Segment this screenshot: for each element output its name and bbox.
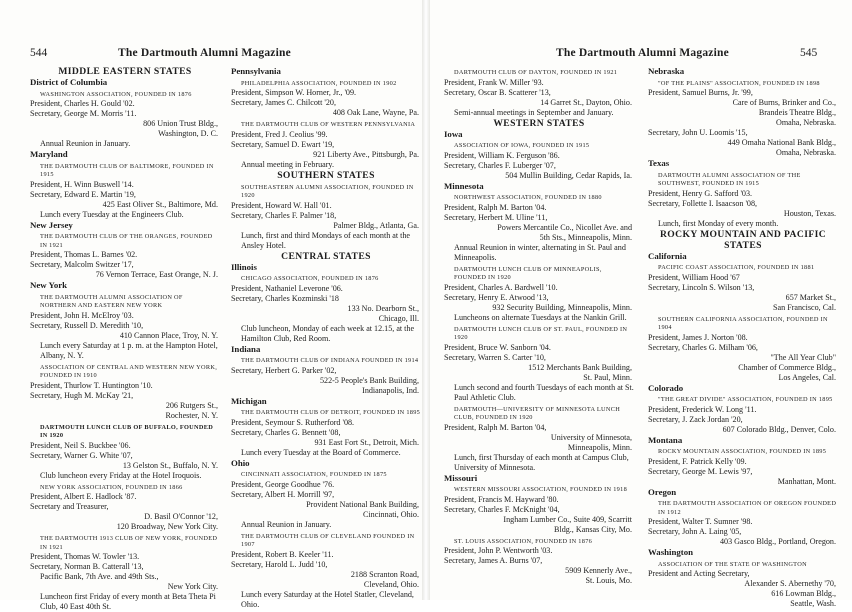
page-number: 544 [30,47,48,59]
address-line: Powers Mercantile Co., Nicollet Ave. and [497,222,632,232]
association-heading: DARTMOUTH LUNCH CLUB OF ST. PAUL, FOUNDED IN 1920 [454,325,628,341]
officer-line: Secretary, George M. Morris '11. [30,109,137,118]
officer-line: President, Thurlow T. Huntington '10. [30,380,153,390]
officer-line: Secretary, Lincoln S. Wilson '13, [648,282,755,292]
meeting-note: Annual Reunion in January. [241,519,332,529]
officer-line: President, James J. Norton '08. [648,332,748,342]
address-line: Brandeis Theatre Bldg., [758,108,836,117]
association-heading: THE DARTMOUTH CLUB OF CLEVELAND FOUNDED IN 1907 [241,532,415,548]
officer-line: President, Frederick W. Long '11. [648,404,757,414]
right-column-1 [444,66,634,586]
officer-line: Secretary and Treasurer, [30,502,109,511]
officer-line: President, Howard W. Hall '01. [231,200,332,210]
meeting-note: Lunch, first Monday of every month. [658,218,779,228]
officer-line: President, Thomas W. Towler '13. [30,552,140,561]
association-heading: "OF THE PLAINS" ASSOCIATION, FOUNDED IN 1898 [658,79,820,87]
association-heading: DARTMOUTH—UNIVERSITY OF MINNESOTA LUNCH CLUB, FOUNDED IN 1920 [454,405,621,421]
address-line: New York City. [167,582,218,591]
running-head: The Dartmouth Alumni Magazine [556,47,729,59]
address-line: Omaha, Nebraska. [775,148,836,157]
address-line: Cincinnati, Ohio. [363,509,419,519]
address-line: 932 Security Building, Minneapolis, Minn. [492,302,632,312]
officer-line: President, Robert B. Keeler '11. [231,549,334,559]
meeting-note: Annual Reunion in January. [40,139,131,148]
officer-line: President, Fred J. Ceolius '99. [231,129,328,139]
address-line: St. Paul, Minn. [583,372,632,382]
officer-line: Secretary, Warner G. White '07, [30,450,133,460]
address-line: Chamber of Commerce Bldg., [738,362,836,372]
address-line: 616 Lowman Bldg., [771,589,836,598]
section-heading: SOUTHERN STATES [277,169,375,181]
association-heading: DARTMOUTH LUNCH CLUB OF MINNEAPOLIS, FOUNDED IN 1920 [454,265,602,281]
address-line: Omaha, Nebraska. [775,118,836,127]
running-head: The Dartmouth Alumni Magazine [118,47,291,59]
officer-line: President, Albert E. Hadlock '87. [30,492,137,501]
association-heading: THE DARTMOUTH CLUB OF BALTIMORE, FOUNDED IN 1915 [40,162,214,178]
state-heading: Colorado [648,382,684,393]
officer-line: President, H. Winn Buswell '14. [30,179,134,189]
officer-line: President, William K. Ferguson '86. [444,150,560,160]
address-line: University of Minnesota, [550,432,632,442]
address-line: Ingham Lumber Co., Suite 409, Scarritt [503,514,632,524]
address-line: 1512 Merchants Bank Building, [528,362,632,372]
address-line: Houston, Texas. [783,208,836,218]
state-heading: Texas [648,158,670,168]
address-line: Indianapolis, Ind. [362,385,419,395]
address-line: Care of Burns, Brinker and Co., [732,98,836,107]
address-line: "The All Year Club" [770,352,836,362]
officer-line: President, Seymour S. Rutherford '08. [231,417,355,427]
association-heading: ASSOCIATION OF IOWA, FOUNDED IN 1915 [454,142,590,149]
right-column-2 [648,66,838,609]
address-line: 921 Liberty Ave., Pittsburgh, Pa. [313,149,419,159]
officer-line: President, Frank W. Miller '93. [444,77,544,87]
officer-line: Secretary, Follette I. Isaacson '08, [648,198,758,208]
address-line: 14 Garret St., Dayton, Ohio. [540,97,632,107]
meeting-note: Lunch every Saturday at the Hotel Statler, Cleveland, Ohio. [241,589,414,609]
address-line: 403 Gasco Bldg., Portland, Oregon. [720,537,836,546]
officer-line: Secretary, John U. Loomis '15, [648,128,748,137]
association-heading: PHILADELPHIA ASSOCIATION, FOUNDED IN 1902 [241,79,397,87]
officer-line: Secretary, George M. Lewis '97, [648,466,753,476]
officer-line: Secretary, Herbert M. Uline '11, [444,212,548,222]
association-heading: THE DARTMOUTH ASSOCIATION OF OREGON FOUNDED IN 1912 [658,500,837,516]
officer-line: President, Samuel Burns, Jr. '99, [648,88,753,97]
section-heading: ROCKY MOUNTAIN AND PACIFIC STATES [659,228,827,251]
address-line: Seattle, Wash. [790,599,836,608]
association-heading: NEW YORK ASSOCIATION, FOUNDED IN 1866 [40,483,183,491]
left-column-2 [231,66,421,610]
address-line: Provident National Bank Building, [306,499,419,509]
officer-line: Secretary, Charles F. Luberger '07, [444,160,556,170]
officer-line: Secretary, Charles Kozminski '18 [231,293,339,303]
address-line: Manhattan, Mont. [777,476,836,486]
officer-line: Secretary, Samuel D. Ewart '19, [231,139,335,149]
association-heading: WASHINGTON ASSOCIATION, FOUNDED IN 1876 [40,90,192,98]
officer-line: Secretary, Norman B. Catterall '13, [30,562,144,571]
state-heading: Ohio [231,457,250,468]
address-line: 607 Colorado Bldg., Denver, Colo. [722,424,836,434]
association-heading: DARTMOUTH ALUMNI ASSOCIATION OF THE SOUTHWEST, FOUNDED IN 1915 [658,171,801,187]
address-line: 504 Mullin Building, Cedar Rapids, Ia. [505,170,632,180]
officer-line: Secretary, J. Zack Jordan '20, [648,414,743,424]
address-line: 76 Vernon Terrace, East Orange, N. J. [95,270,218,279]
address-line: 425 East Oliver St., Baltimore, Md. [102,199,218,209]
officer-line: Secretary, Albert H. Morrill '97, [231,489,335,499]
address-line: 13 Gelston St., Buffalo, N. Y. [122,460,218,470]
address-line: 522-5 People's Bank Building, [319,375,419,385]
meeting-note: Semi-annual meetings in September and January. [454,107,614,117]
address-line: 2188 Scranton Road, [350,569,419,579]
officer-line: President, Charles H. Gould '02. [30,99,135,108]
officer-line: Secretary, Warren S. Carter '10, [444,352,546,362]
association-heading: ST. LOUIS ASSOCIATION, FOUNDED IN 1876 [454,537,593,545]
state-heading: Nebraska [648,66,685,76]
officer-line: President, Ralph M. Barton '04. [444,202,547,212]
meeting-note: Lunch every Tuesday at the Board of Commerce. [241,447,401,457]
address-line: Cleveland, Ohio. [363,579,419,589]
address-line: Rochester, N. Y. [165,410,218,420]
officer-line: President, Simpson W. Horner, Jr., '09. [231,88,357,97]
address-line: 449 Omaha National Bank Bldg., [727,138,836,147]
officer-line: Secretary, Russell D. Meredith '10, [30,320,144,330]
officer-line: Secretary, Henry E. Atwood '13, [444,292,549,302]
section-heading: WESTERN STATES [493,117,585,129]
officer-line: President, William Hood '67 [648,272,740,282]
left-column-1 [30,66,220,612]
address-line: 120 Broadway, New York City. [116,522,218,531]
officer-line: President, F. Patrick Kelly '09. [648,456,747,466]
address-line: Palmer Bldg., Atlanta, Ga. [333,220,419,230]
meeting-note: Luncheon first Friday of every month at Beta Theta Pi Club, 40 East 40th St. [40,592,216,611]
state-heading: Iowa [444,128,463,139]
officer-line: President, Ralph M. Barton '04, [444,422,547,432]
address-line: 133 No. Dearborn St., [347,303,419,313]
meeting-note: Annual Reunion in winter, alternating in St. Paul and Minneapolis. [454,242,626,262]
address-line: San Francisco, Cal. [773,302,836,312]
state-heading: Pennsylvania [231,66,281,76]
meeting-note: Lunch, first Thursday of each month at Campus Club, University of Minnesota. [454,452,629,472]
association-heading: CINCINNATI ASSOCIATION, FOUNDED IN 1875 [241,471,387,478]
meeting-note: Luncheons on alternate Tuesdays at the Nankin Grill. [454,312,627,322]
state-heading: Maryland [30,149,68,159]
officer-line: Secretary, Malcolm Switzer '17, [30,260,134,269]
association-heading: THE DARTMOUTH CLUB OF THE ORANGES, FOUNDED IN 1921 [40,233,213,249]
state-heading: Washington [648,547,693,557]
address-line: 410 Cannon Place, Troy, N. Y. [119,330,218,340]
officer-line: President, Neil S. Buckbee '06. [30,440,131,450]
address-line: D. Basil O'Connor '12, [144,512,218,521]
left-page [0,0,422,611]
officer-line: President, John H. McElroy '03. [30,310,134,320]
association-heading: THE DARTMOUTH CLUB OF WESTERN PENNSYLVANIA [241,121,416,128]
officer-line: Secretary, James A. Burns '07, [444,556,543,565]
officer-line: Secretary, Charles G. Bennett '08, [231,427,341,437]
state-heading: California [648,250,687,261]
officer-line: Secretary, Hugh M. McKay '21, [30,390,134,400]
address-line: 931 East Fort St., Detroit, Mich. [314,437,419,447]
association-heading: SOUTHEASTERN ALUMNI ASSOCIATION, FOUNDED IN 1920 [241,183,414,199]
meeting-note: Lunch second and fourth Tuesdays of each month at St. Paul Athletic Club. [454,382,634,402]
meeting-note: Annual meeting in February. [241,159,334,169]
address-line: 5th Sts., Minneapolis, Minn. [539,232,632,242]
state-heading: Missouri [444,472,478,483]
state-heading: Montana [648,434,683,445]
officer-line: Secretary, Oscar B. Scatterer '13, [444,87,551,97]
association-heading: CHICAGO ASSOCIATION, FOUNDED IN 1876 [241,275,379,282]
officer-line: President and Acting Secretary, [648,569,750,578]
address-line: St. Louis, Mo. [585,576,632,585]
officer-line: President, George Goodhue '76. [231,479,335,489]
state-heading: Minnesota [444,180,484,191]
officer-line: President, Thomas L. Barnes '02. [30,250,138,259]
officer-line: Secretary, Charles F. Palmer '18, [231,210,337,220]
section-heading: CENTRAL STATES [281,250,371,262]
officer-line: Secretary, Edward E. Martin '19, [30,189,136,199]
officer-line: Secretary, Charles F. McKnight '04, [444,504,560,514]
meeting-note: Club luncheon, Monday of each week at 12.15, at the Hamilton Club, Red Room. [241,323,415,343]
meeting-note: Lunch, first and third Mondays of each month at the Ansley Hotel. [241,230,411,250]
right-page [430,0,852,608]
officer-line: President, Charles A. Bardwell '10. [444,282,558,292]
page-gutter [422,0,430,600]
officer-line: Secretary, James C. Chilcott '20, [231,98,337,107]
meeting-note: Lunch every Tuesday at the Engineers Club. [40,209,184,219]
officer-line: Secretary, John A. Laing '05, [648,527,742,536]
address-line: 806 Union Trust Bldg., [143,119,218,128]
section-heading: MIDDLE EASTERN STATES [58,66,192,77]
officer-line: President, Francis M. Hayward '80. [444,494,559,504]
officer-line: President, Bruce W. Sanborn '04. [444,342,551,352]
association-heading: THE DARTMOUTH ALUMNI ASSOCIATION OF NORTHERN AND EASTERN NEW YORK [40,293,183,309]
state-heading: New York [30,280,68,290]
officer-line: Secretary, Harold L. Judd '10, [231,559,328,569]
association-heading: DARTMOUTH LUNCH CLUB OF BUFFALO, FOUNDED IN 1920 [40,423,214,439]
address-line: Alexander S. Abernethy '70, [744,579,836,588]
officer-line: President, Walter T. Sumner '98. [648,517,753,526]
state-heading: Illinois [231,261,257,272]
association-heading: THE DARTMOUTH CLUB OF INDIANA FOUNDED IN 1914 [241,357,419,364]
association-heading: ASSOCIATION OF CENTRAL AND WESTERN NEW YORK, FOUNDED IN 1910 [40,363,218,379]
association-heading: NORTHWEST ASSOCIATION, FOUNDED IN 1880 [454,194,602,201]
officer-line: President, Nathaniel Leverone '06. [231,283,343,293]
officer-line: President, Henry G. Safford '03. [648,188,753,198]
association-heading: ASSOCIATION OF THE STATE OF WASHINGTON [658,560,807,568]
association-heading: ROCKY MOUNTAIN ASSOCIATION, FOUNDED IN 1895 [658,448,827,455]
association-heading: WESTERN MISSOURI ASSOCIATION, FOUNDED IN 1918 [454,486,628,493]
state-heading: Oregon [648,486,677,497]
state-heading: Michigan [231,395,267,406]
address-line: 408 Oak Lane, Wayne, Pa. [332,108,419,117]
officer-line: Secretary, Herbert G. Parker '02, [231,365,337,375]
address-line: Minneapolis, Minn. [567,442,632,452]
address-line: Bldg., Kansas City, Mo. [554,524,632,534]
address-line: Chicago, Ill. [378,313,419,323]
meeting-note: Pacific Bank, 7th Ave. and 49th Sts., [40,572,159,581]
state-heading: New Jersey [30,219,73,230]
address-line: 5909 Kennerly Ave., [565,566,632,575]
officer-line: Secretary, Charles G. Milham '06, [648,342,758,352]
meeting-note: Lunch every Saturday at 1 p. m. at the Hampton Hotel, Albany, N. Y. [40,340,218,360]
officer-line: President, John P. Wentworth '03. [444,546,553,555]
address-line: 206 Rutgers St., [165,400,218,410]
state-heading: Indiana [231,343,261,354]
address-line: 657 Market St., [785,292,836,302]
association-heading: THE DARTMOUTH CLUB OF DETROIT, FOUNDED IN 1895 [241,409,421,416]
state-heading: District of Columbia [30,77,108,87]
address-line: Los Angeles, Cal. [778,372,836,382]
association-heading: "THE GREAT DIVIDE" ASSOCIATION, FOUNDED IN 1895 [658,396,833,403]
association-heading: PACIFIC COAST ASSOCIATION, FOUNDED IN 1881 [658,264,815,271]
association-heading: SOUTHERN CALIFORNIA ASSOCIATION, FOUNDED IN 1904 [658,315,828,331]
page-number: 545 [800,47,818,59]
meeting-note: Club luncheon every Friday at the Hotel Iroquois. [40,470,202,480]
address-line: Washington, D. C. [158,129,218,138]
association-heading: THE DARTMOUTH 1913 CLUB OF NEW YORK, FOUNDED IN 1921 [40,535,218,551]
association-heading: DARTMOUTH CLUB OF DAYTON, FOUNDED IN 1921 [454,69,618,76]
